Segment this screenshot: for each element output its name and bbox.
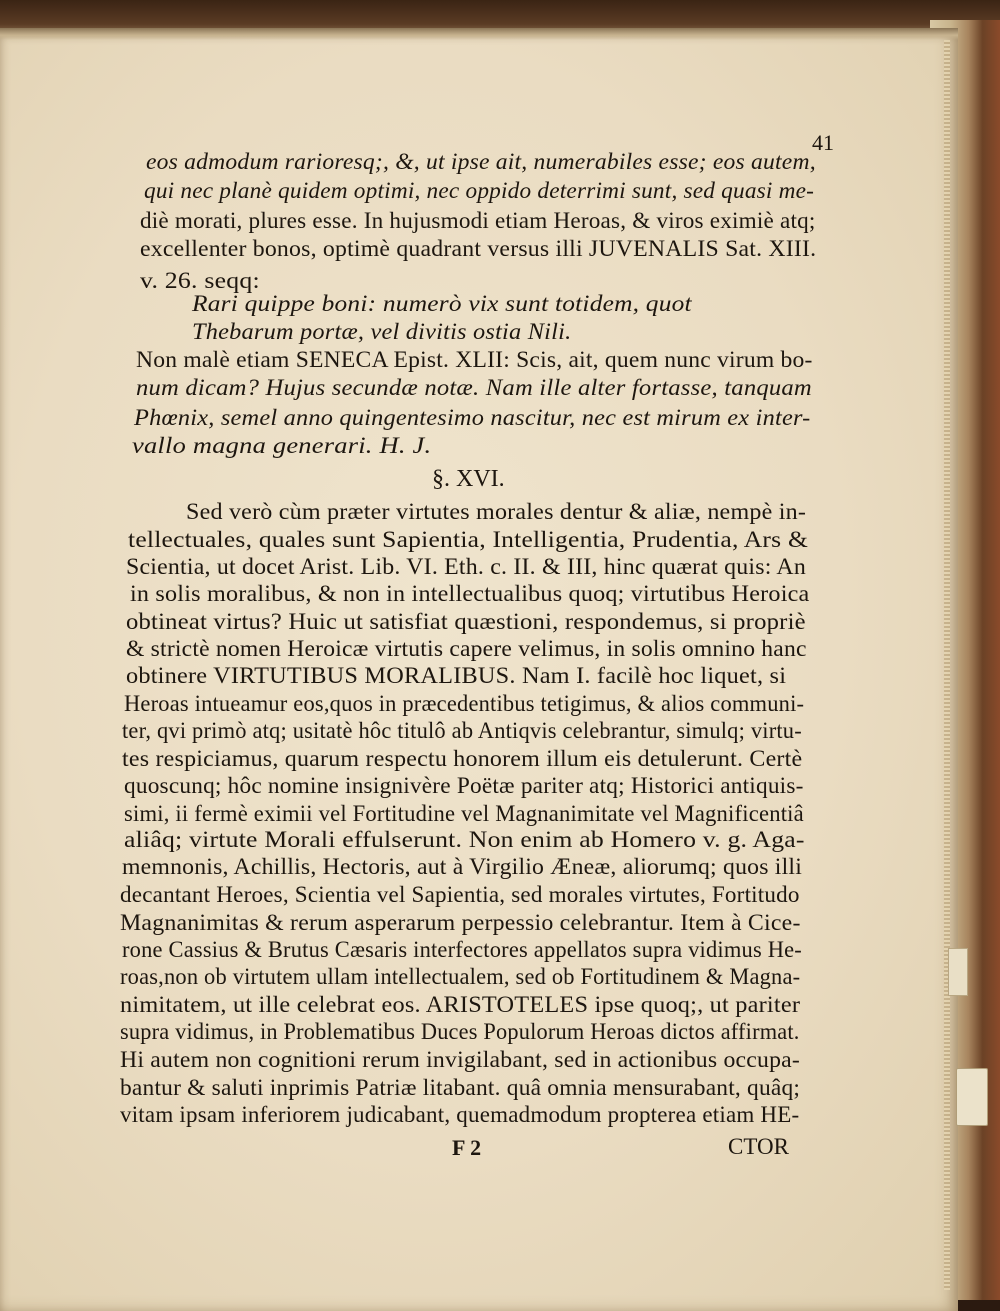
text-line: v. 26. seqq:	[140, 268, 260, 293]
text-line: vitam ipsam inferiorem judicabant, quemadmodum propterea etiam HE-	[120, 1102, 800, 1127]
text-line: diè morati, plures esse. In hujusmodi etiam Heroas, & viros eximiè atq;	[140, 208, 816, 233]
printer-signature: F 2	[452, 1135, 482, 1160]
text-line: & strictè nomen Heroicæ virtutis capere velimus, in solis omnino hanc	[126, 636, 807, 661]
page-number: 41	[812, 130, 834, 155]
text-line: Phœnix, semel anno quingentesimo nascitur, nec est mirum ex inter-	[134, 405, 811, 430]
section-heading: §. XVI.	[432, 466, 505, 492]
text-line: ter, qvi primò atq; usitatè hôc titulô ab Antiqvis celebrantur, simulq; virtu-	[122, 718, 802, 743]
text-line: aliâq; virtute Morali effulserunt. Non enim ab Homero v. g. Aga-	[124, 827, 805, 852]
text-line: Sed verò cùm præter virtutes morales dentur & aliæ, nempè in-	[186, 499, 807, 524]
text-line: eos admodum rarioresq;, &, ut ipse ait, numerabiles esse; eos autem,	[146, 149, 816, 174]
text-line: nimitatem, ut ille celebrat eos. ARISTOTELES ipse quoq;, ut pariter	[120, 992, 801, 1017]
text-line: quoscunq; hôc nomine insignivère Poëtæ pariter atq; Historici antiquis-	[124, 773, 804, 798]
text-line: Hi autem non cognitioni rerum invigilabant, sed in actionibus occupa-	[120, 1047, 801, 1072]
text-line: supra vidimus, in Problematibus Duces Populorum Heroas dictos affirmat.	[120, 1019, 800, 1044]
text-line: obtinere VIRTUTIBUS MORALIBUS. Nam I. facilè hoc liquet, si	[126, 663, 787, 688]
text-line: Non malè etiam SENECA Epist. XLII: Scis, ait, quem nunc virum bo-	[136, 347, 813, 372]
paper-tab	[956, 1068, 988, 1126]
text-line: Magnanimitas & rerum asperarum perpessio celebrantur. Item à Cice-	[120, 910, 801, 935]
text-line: simi, ii fermè eximii vel Fortitudine vel Magnanimitate vel Magnificentiâ	[124, 801, 804, 826]
text-line: Rari quippe boni: numerò vix sunt totidem, quot	[192, 291, 692, 316]
text-line: Scientia, ut docet Arist. Lib. VI. Eth. c. II. & III, hinc quærat quis: An	[126, 554, 806, 579]
text-line: rone Cassius & Brutus Cæsaris interfectores appellatos supra vidimus He-	[122, 937, 802, 962]
text-line: bantur & saluti inprimis Patriæ litabant. quâ omnia mensurabant, quâq;	[120, 1075, 801, 1100]
text-line: tellectuales, quales sunt Sapientia, Intelligentia, Prudentia, Ars &	[128, 527, 809, 552]
text-line: decantant Heroes, Scientia vel Sapientia, sed morales virtutes, Fortitudo	[120, 882, 800, 907]
text-line: obtineat virtus? Huic ut satisfiat quæstioni, respondemus, si propriè	[126, 609, 806, 634]
text-line: Thebarum portæ, vel divitis ostia Nili.	[192, 319, 572, 344]
text-line: vallo magna generari. H. J.	[132, 433, 432, 458]
catchword: CTOR	[728, 1134, 789, 1159]
text-line: in solis moralibus, & non in intellectualibus quoq; virtutibus Heroica	[130, 581, 810, 606]
text-line: Heroas intueamur eos,quos in præcedentibus tetigimus, & alios communi-	[124, 691, 805, 716]
text-line: tes respiciamus, quarum respectu honorem illum eis detulerunt. Certè	[122, 746, 803, 771]
text-line: num dicam? Hujus secundæ notæ. Nam ille alter fortasse, tanquam	[136, 375, 812, 400]
text-line: memnonis, Achillis, Hectoris, aut à Virgilio Æneæ, aliorumq; quos illi	[122, 854, 803, 879]
text-line: excellenter bonos, optimè quadrant versus illi JUVENALIS Sat. XIII.	[140, 236, 817, 261]
text-line: qui nec planè quidem optimi, nec oppido deterrimi sunt, sed quasi me-	[144, 178, 815, 203]
text-line: roas,non ob virtutem ullam intellectualem, sed ob Fortitudinem & Magna-	[120, 964, 801, 989]
